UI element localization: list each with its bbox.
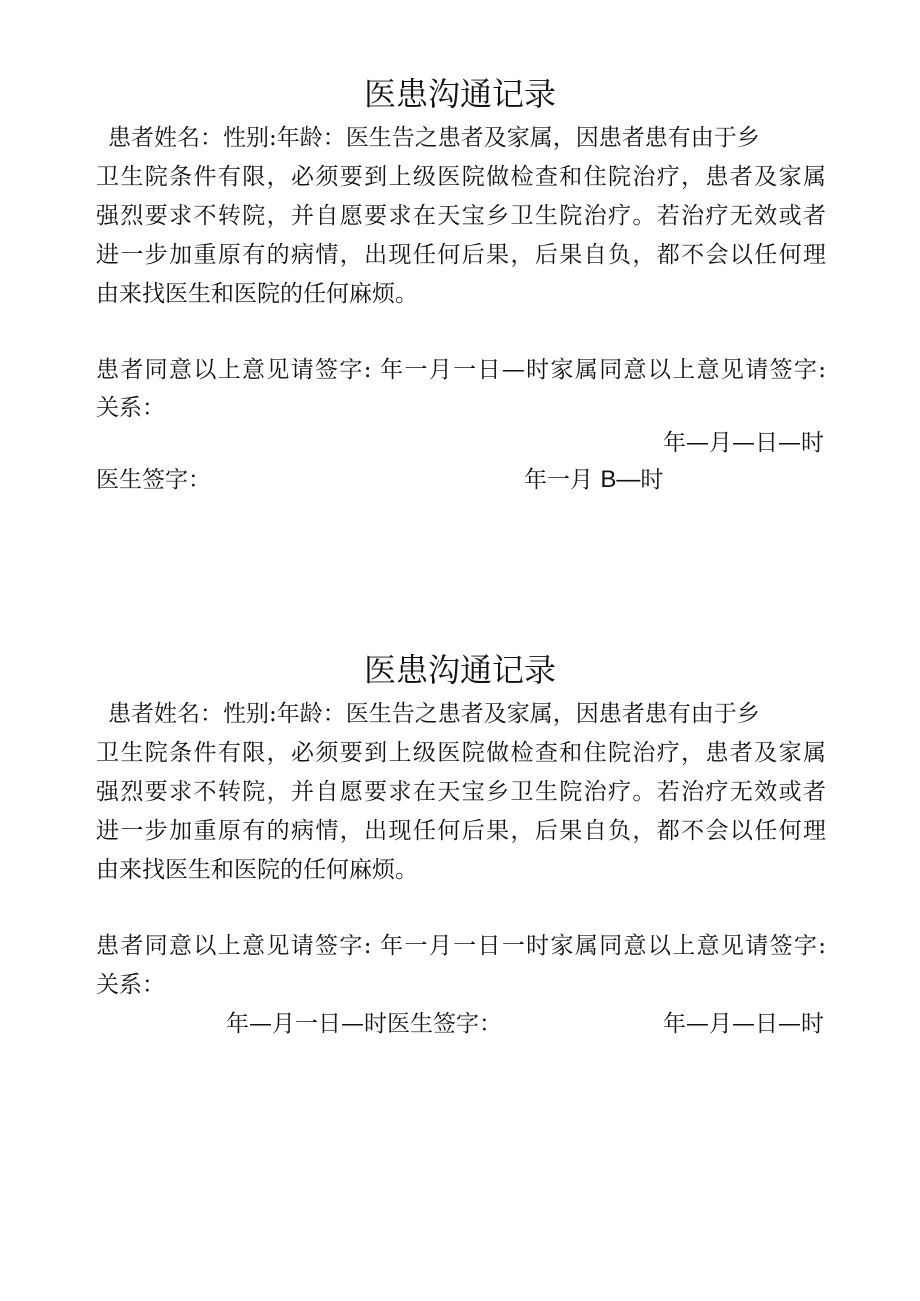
relation-label: 关系： <box>96 395 165 421</box>
body-line: 患者姓名：性别:年龄：医生告之患者及家属，因患者患有由于乡 <box>108 701 760 727</box>
family-date-and-doctor-label: 年—月一日—时医生签字： <box>226 1011 502 1037</box>
body-line: 强烈要求不转院，并自愿要求在天宝乡卫生院治疗。若治疗无效或者 <box>96 779 826 805</box>
doctor-date-prefix: 年一月 <box>524 467 601 493</box>
body-line: 进一步加重原有的病情，出现任何后果，后果自负，都不会以任何理 <box>96 242 826 268</box>
body-line: 由来找医生和医院的任何麻烦。 <box>96 857 418 883</box>
record-title: 医患沟通记录 <box>363 75 556 113</box>
body-line: 强烈要求不转院，并自愿要求在天宝乡卫生院治疗。若治疗无效或者 <box>96 203 826 229</box>
doctor-sign-date: 年—月—日—时 <box>663 1011 824 1037</box>
family-sign-date: 年—月—日—时 <box>663 430 824 456</box>
body-line: 卫生院条件有限，必须要到上级医院做检查和住院治疗，患者及家属 <box>96 740 826 766</box>
body-line: 患者姓名：性别:年龄：医生告之患者及家属，因患者患有由于乡 <box>108 125 760 151</box>
relation-label: 关系： <box>96 972 165 998</box>
body-line: 由来找医生和医院的任何麻烦。 <box>96 281 418 307</box>
record-title: 医患沟通记录 <box>363 651 556 689</box>
doctor-date-suffix: 时 <box>640 467 664 493</box>
doctor-sign-label: 医生签字： <box>96 467 211 493</box>
body-line: 进一步加重原有的病情，出现任何后果，后果自负，都不会以任何理 <box>96 818 826 844</box>
consent-line: 患者同意以上意见请签字: 年一月一日一时家属同意以上意见请签字: <box>96 933 826 959</box>
doctor-date-b: B— <box>600 466 641 493</box>
consent-line: 患者同意以上意见请签字: 年一月一日—时家属同意以上意见请签字: <box>96 357 826 383</box>
body-line: 卫生院条件有限，必须要到上级医院做检查和住院治疗，患者及家属 <box>96 164 826 190</box>
doctor-sign-date <box>524 465 663 495</box>
